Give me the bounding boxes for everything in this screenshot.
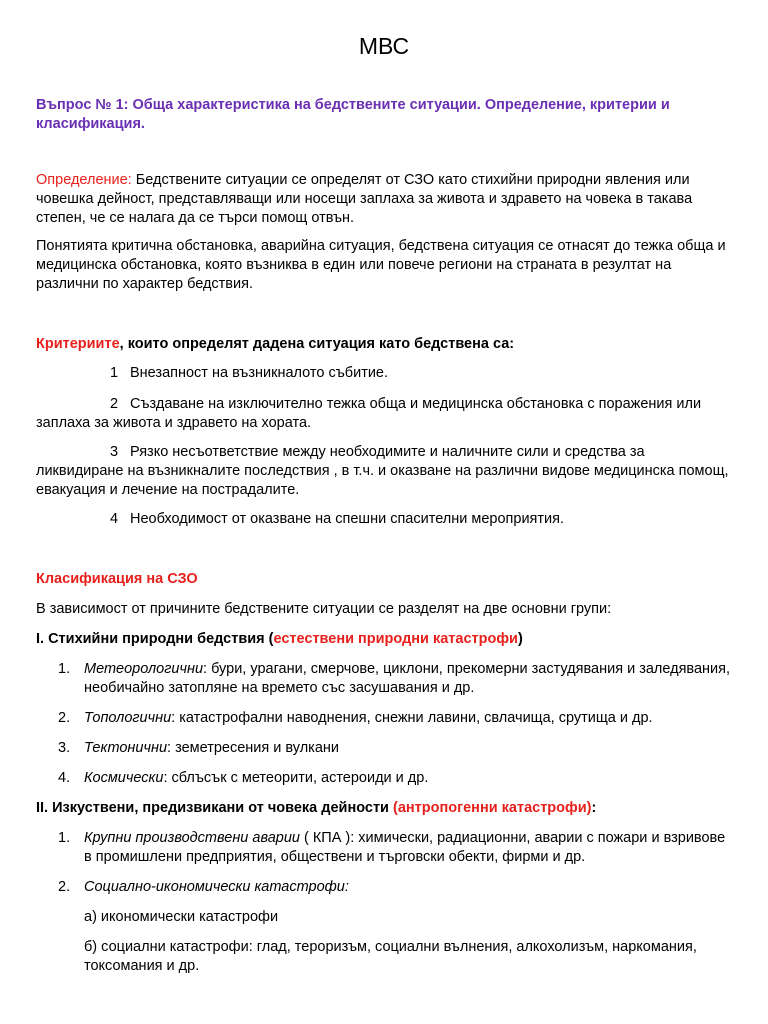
- list-item-text: [84, 878, 734, 897]
- criteria-item-number: 3: [110, 444, 119, 460]
- list-item-text: [84, 739, 734, 758]
- list-item-text: [84, 829, 734, 867]
- list-item-number: 3.: [58, 740, 71, 756]
- criteria-heading: [36, 335, 736, 354]
- classification-intro: В зависимост от причините бедствените ситуации се разделят на две основни групи:: [36, 601, 612, 617]
- criteria-item-text: Създаване на изключително тежка обща и медицинска обстановка с поражения или заплаха за живота и здравето на хората.: [36, 396, 702, 431]
- list-item-term: Космически: [84, 770, 164, 786]
- list-item-term: Социално-икономически катастрофи:: [84, 879, 349, 895]
- definition-text: Бедствените ситуации се определят от СЗО като стихийни природни явления или човешка дейност, представляващи или носещи заплаха за живота и здравето на човека в такава степен, че се налага да се търси помощ отвън.: [36, 172, 693, 226]
- group1-prefix: I. Стихийни природни бедствия (: [36, 631, 274, 647]
- criteria-label-red: Критериите: [36, 336, 120, 352]
- list-item-term: Метеорологични: [84, 661, 204, 677]
- criteria-item-number: 4: [110, 511, 119, 527]
- question-heading: Въпрос № 1: Обща характеристика на бедствените ситуации. Определение, критерии и класификация.: [36, 97, 670, 132]
- list-item-number: 4.: [58, 770, 71, 786]
- list-item-term: Тектонични: [84, 740, 168, 756]
- list-item-term: Топологични: [84, 710, 172, 726]
- page-title: МВС: [358, 33, 410, 59]
- list-item-desc: ( КПА ): химически, радиационни, аварии с пожари и взривове в промишлени предприятия, обществени и търговски обекти, фирми и др.: [84, 830, 726, 865]
- criteria-item-number: 1: [110, 365, 119, 381]
- criteria-item: [36, 364, 736, 383]
- list-item-text: [84, 769, 734, 788]
- criteria-item-text: Рязко несъответствие между необходимите и наличните сили и средства за ликвидиране на възникналите последствия , в т.ч. и оказване на различни видове медицинска помощ, евакуация и лечение на пострадалите.: [36, 444, 729, 498]
- criteria-item-text: Внезапност на възникналото събитие.: [130, 365, 389, 381]
- group1-heading: [36, 630, 736, 649]
- group2-suffix: :: [591, 800, 597, 816]
- group1-suffix: ): [517, 631, 523, 647]
- criteria-label-rest: , които определят дадена ситуация като бедствена са:: [119, 336, 515, 352]
- list-item-text: [84, 660, 734, 698]
- list-item-number: 2.: [58, 879, 71, 895]
- criteria-item: [36, 510, 736, 529]
- criteria-item-number: 2: [110, 396, 119, 412]
- criteria-item: [36, 443, 736, 500]
- group1-red: естествени природни катастрофи: [273, 631, 518, 647]
- list-item-text: [84, 709, 734, 728]
- list-item-desc: : катастрофални наводнения, снежни лавини, свлачища, срутища и др.: [171, 710, 653, 726]
- sub-item: б) социални катастрофи: глад, тероризъм, социални вълнения, алкохолизъм, наркомания, токсомания и др.: [84, 939, 697, 974]
- definition-label: Определение:: [36, 172, 132, 188]
- list-item-desc: : земетресения и вулкани: [167, 740, 339, 756]
- list-item-number: 2.: [58, 710, 71, 726]
- list-item-desc: : бури, урагани, смерчове, циклони, прекомерни застудявания и заледявания, необичайно затопляне на времето със засушавания и др.: [84, 661, 731, 696]
- criteria-item: [36, 395, 736, 433]
- group2-red: (антропогенни катастрофи): [393, 800, 592, 816]
- list-item-term: Крупни производствени аварии: [84, 830, 300, 846]
- definition-paragraph: [36, 171, 736, 228]
- group2-prefix: II. Изкуствени, предизвикани от човека дейности: [36, 800, 393, 816]
- group2-heading: [36, 799, 736, 818]
- sub-item: а) икономически катастрофи: [84, 909, 279, 925]
- list-item-number: 1.: [58, 830, 71, 846]
- list-item-number: 1.: [58, 661, 71, 677]
- list-item-desc: : сблъсък с метеорити, астероиди и др.: [163, 770, 429, 786]
- classification-heading: Класификация на СЗО: [36, 571, 198, 587]
- criteria-item-text: Необходимост от оказване на спешни спасителни мероприятия.: [130, 511, 565, 527]
- concepts-paragraph: Понятията критична обстановка, аварийна ситуация, бедствена ситуация се отнасят до тежка обща и медицинска обстановка, която възниква в един или повече региони на страната в резултат на различни по характер бедствия.: [36, 238, 726, 292]
